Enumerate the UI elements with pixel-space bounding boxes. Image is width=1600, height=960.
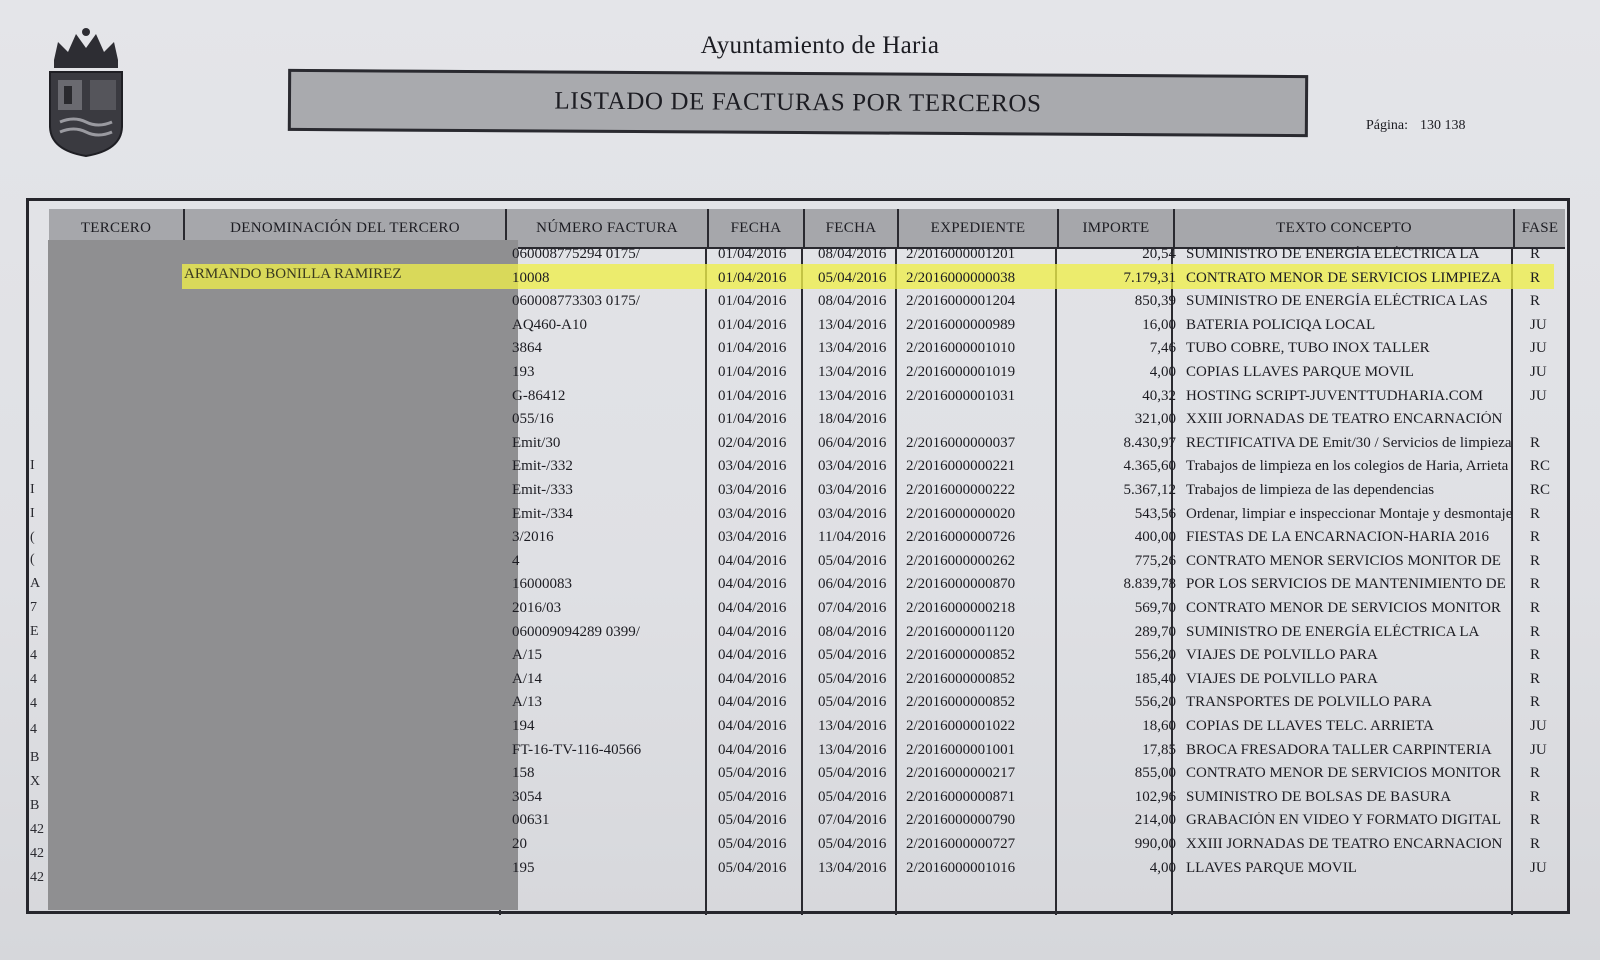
fase-cell: R [1530, 670, 1541, 687]
texto-concepto-cell: BATERIA POLICIQA LOCAL [1186, 316, 1376, 333]
fase-cell: R [1530, 434, 1541, 451]
col-denominacion: DENOMINACIÓN DEL TERCERO [185, 209, 507, 247]
expediente-cell: 2/2016000000852 [906, 670, 1016, 687]
numero-factura-cell: 194 [512, 718, 535, 734]
texto-concepto-cell: LLAVES PARQUE MOVIL [1186, 859, 1357, 876]
fecha-cell: 03/04/2016 [818, 482, 887, 498]
table-row [0, 647, 1600, 669]
col-tercero: TERCERO [49, 209, 185, 247]
edge-fragment: I [30, 482, 35, 497]
fecha-cell: 05/04/2016 [818, 836, 887, 852]
texto-concepto-cell: HOSTING SCRIPT-JUVENTTUDHARIA.COM [1186, 387, 1483, 404]
texto-concepto-cell: Ordenar, limpiar e inspeccionar Montaje y desmontaje [1186, 505, 1513, 522]
fecha-cell: 05/04/2016 [718, 859, 787, 876]
expediente-cell: 2/2016000000989 [906, 316, 1016, 333]
table-row [0, 624, 1600, 646]
fecha-cell: 03/04/2016 [818, 505, 887, 522]
fecha-cell: 01/04/2016 [718, 387, 787, 404]
numero-factura-cell: 00631 [512, 812, 550, 829]
page-value: 130 138 [1420, 118, 1466, 133]
table-row [0, 506, 1600, 528]
report-banner [288, 69, 1308, 137]
fase-cell: R [1530, 505, 1541, 522]
numero-factura-cell: 055/16 [512, 411, 554, 428]
importe-cell: 7,46 [1149, 340, 1176, 357]
numero-factura-cell: A/13 [512, 694, 542, 711]
fase-cell: R [1530, 647, 1541, 664]
fecha-cell: 13/04/2016 [818, 387, 887, 404]
table-row [0, 836, 1600, 858]
numero-factura-cell: 20 [512, 836, 527, 852]
col-expediente: EXPEDIENTE [899, 209, 1059, 247]
fecha-cell: 05/04/2016 [718, 765, 787, 782]
fecha-cell: 05/04/2016 [818, 765, 887, 782]
fecha-cell: 08/04/2016 [818, 293, 887, 310]
texto-concepto-cell: CONTRATO MENOR DE SERVICIOS MONITOR [1186, 765, 1501, 782]
fase-cell: R [1530, 600, 1541, 616]
fecha-cell: 03/04/2016 [718, 458, 787, 475]
table-row [0, 388, 1600, 410]
fecha-cell: 05/04/2016 [718, 836, 787, 852]
expediente-cell: 2/2016000001204 [906, 293, 1016, 310]
table-row [0, 435, 1600, 457]
numero-factura-cell: 16000083 [512, 576, 572, 593]
edge-fragment: B [30, 750, 40, 765]
fecha-cell: 01/04/2016 [718, 364, 787, 380]
numero-factura-cell: Emit-/334 [512, 505, 573, 522]
highlighted-tercero-name: ARMANDO BONILLA RAMIREZ [184, 266, 402, 282]
fecha-cell: 04/04/2016 [718, 741, 787, 758]
table-row [0, 600, 1600, 622]
table-row [0, 671, 1600, 693]
edge-fragment: 7 [30, 600, 37, 615]
fecha-cell: 07/04/2016 [818, 600, 887, 616]
texto-concepto-cell: XXIII JORNADAS DE TEATRO ENCARNACION [1186, 836, 1503, 852]
table-row [0, 742, 1600, 764]
importe-cell: 16,00 [1142, 316, 1176, 333]
edge-fragment: E [30, 624, 39, 639]
fecha-cell: 03/04/2016 [718, 482, 787, 498]
importe-cell: 7.179,31 [1123, 269, 1176, 286]
fecha-cell: 13/04/2016 [818, 340, 887, 357]
fecha-cell: 04/04/2016 [718, 623, 787, 640]
importe-cell: 855,00 [1134, 765, 1176, 782]
fecha-cell: 05/04/2016 [818, 552, 887, 569]
fecha-cell: 11/04/2016 [818, 529, 886, 546]
table-row [0, 812, 1600, 834]
table-row [0, 270, 1600, 292]
fecha-cell: 08/04/2016 [818, 623, 887, 640]
col-importe: IMPORTE [1059, 209, 1175, 247]
texto-concepto-cell: XXIII JORNADAS DE TEATRO ENCARNACIÓN [1186, 411, 1503, 428]
edge-fragment: 4 [30, 696, 37, 711]
importe-cell: 543,56 [1134, 505, 1176, 522]
fase-cell: RC [1530, 458, 1551, 475]
numero-factura-cell: 4 [512, 552, 520, 569]
importe-cell: 775,26 [1134, 552, 1176, 569]
importe-cell: 5.367,12 [1123, 482, 1176, 498]
fecha-cell: 13/04/2016 [818, 718, 887, 734]
fase-cell: R [1530, 812, 1541, 829]
texto-concepto-cell: CONTRATO MENOR SERVICIOS MONITOR DE [1186, 552, 1501, 569]
page-number [1366, 118, 1466, 134]
importe-cell: 102,96 [1134, 788, 1176, 805]
numero-factura-cell: 060009094289 0399/ [512, 623, 640, 640]
expediente-cell: 2/2016000001016 [906, 859, 1016, 876]
fecha-cell: 05/04/2016 [818, 670, 887, 687]
fecha-cell: 01/04/2016 [718, 411, 787, 428]
importe-cell: 556,20 [1134, 694, 1176, 711]
importe-cell: 4,00 [1149, 859, 1176, 876]
expediente-cell: 2/2016000000222 [906, 482, 1016, 498]
fase-cell: R [1530, 293, 1541, 310]
table-row [0, 576, 1600, 598]
fecha-cell: 01/04/2016 [718, 340, 787, 357]
importe-cell: 185,40 [1134, 670, 1176, 687]
texto-concepto-cell: COPIAS DE LLAVES TELC. ARRIETA [1186, 718, 1434, 734]
importe-cell: 321,00 [1134, 411, 1176, 428]
expediente-cell: 2/2016000000790 [906, 812, 1016, 829]
numero-factura-cell: 193 [512, 364, 535, 380]
table-row [0, 340, 1600, 362]
expediente-cell: 2/2016000001019 [906, 364, 1016, 380]
table-row [0, 482, 1600, 504]
fase-cell: JU [1530, 859, 1547, 876]
table-row [0, 765, 1600, 787]
texto-concepto-cell: RECTIFICATIVA DE Emit/30 / Servicios de limpieza [1186, 434, 1512, 451]
col-fecha-1: FECHA [709, 209, 805, 247]
importe-cell: 8.839,78 [1123, 576, 1176, 593]
edge-fragment: A [30, 576, 41, 591]
fase-cell: JU [1530, 340, 1547, 357]
table-row [0, 246, 1600, 268]
texto-concepto-cell: SUMINISTRO DE ENERGÍA ELÉCTRICA LAS [1186, 293, 1488, 310]
importe-cell: 400,00 [1134, 529, 1176, 546]
importe-cell: 8.430,97 [1123, 434, 1176, 451]
expediente-cell: 2/2016000001120 [906, 623, 1015, 640]
importe-cell: 18,60 [1142, 718, 1176, 734]
numero-factura-cell: 195 [512, 859, 535, 876]
fecha-cell: 02/04/2016 [718, 434, 787, 451]
numero-factura-cell: 3054 [512, 788, 542, 805]
edge-fragment: X [30, 774, 41, 789]
fase-cell: JU [1530, 718, 1547, 734]
texto-concepto-cell: SUMINISTRO DE ENERGÍA ELÉCTRICA LA [1186, 246, 1480, 262]
importe-cell: 990,00 [1134, 836, 1176, 852]
table-row [0, 694, 1600, 716]
table-row [0, 860, 1600, 882]
edge-fragment: 4 [30, 672, 37, 687]
table-row [0, 293, 1600, 315]
fecha-cell: 07/04/2016 [818, 812, 887, 829]
texto-concepto-cell: BROCA FRESADORA TALLER CARPINTERIA [1186, 741, 1492, 758]
fecha-cell: 04/04/2016 [718, 576, 787, 593]
fecha-cell: 06/04/2016 [818, 434, 887, 451]
fase-cell: R [1530, 269, 1541, 286]
table-row [0, 529, 1600, 551]
edge-fragment: 42 [30, 870, 44, 885]
fecha-cell: 05/04/2016 [718, 788, 787, 805]
texto-concepto-cell: CONTRATO MENOR DE SERVICIOS MONITOR [1186, 600, 1501, 616]
numero-factura-cell: 158 [512, 765, 535, 782]
numero-factura-cell: 060008775294 0175/ [512, 246, 640, 262]
fase-cell: R [1530, 788, 1541, 805]
fecha-cell: 03/04/2016 [718, 505, 787, 522]
report-title: LISTADO DE FACTURAS POR TERCEROS [554, 87, 1042, 118]
texto-concepto-cell: Trabajos de limpieza de las dependencias [1186, 482, 1435, 498]
fecha-cell: 04/04/2016 [718, 647, 787, 664]
importe-cell: 4,00 [1149, 364, 1176, 380]
importe-cell: 40,32 [1142, 387, 1176, 404]
fecha-cell: 13/04/2016 [818, 316, 887, 333]
texto-concepto-cell: TRANSPORTES DE POLVILLO PARA [1186, 694, 1432, 711]
fase-cell: JU [1530, 387, 1547, 404]
fecha-cell: 01/04/2016 [718, 269, 787, 286]
edge-fragment: B [30, 798, 40, 813]
texto-concepto-cell: FIESTAS DE LA ENCARNACION-HARIA 2016 [1186, 529, 1489, 546]
fase-cell: JU [1530, 364, 1547, 380]
table-row [0, 364, 1600, 386]
texto-concepto-cell: POR LOS SERVICIOS DE MANTENIMIENTO DE [1186, 576, 1506, 593]
fase-cell: JU [1530, 316, 1547, 333]
fase-cell: R [1530, 576, 1541, 593]
numero-factura-cell: A/15 [512, 647, 542, 664]
numero-factura-cell: A/14 [512, 670, 542, 687]
fase-cell: R [1530, 246, 1541, 262]
fecha-cell: 05/04/2016 [818, 647, 887, 664]
expediente-cell: 2/2016000001022 [906, 718, 1016, 734]
expediente-cell: 2/2016000000727 [906, 836, 1016, 852]
importe-cell: 4.365,60 [1123, 458, 1176, 475]
texto-concepto-cell: CONTRATO MENOR DE SERVICIOS LIMPIEZA [1186, 269, 1502, 286]
fecha-cell: 04/04/2016 [718, 694, 787, 711]
texto-concepto-cell: VIAJES DE POLVILLO PARA [1186, 670, 1378, 687]
edge-fragment: 4 [30, 722, 37, 737]
edge-fragment: ( [30, 552, 35, 567]
fecha-cell: 13/04/2016 [818, 364, 887, 380]
expediente-cell: 2/2016000001201 [906, 246, 1016, 262]
importe-cell: 850,39 [1134, 293, 1176, 310]
fase-cell: R [1530, 694, 1541, 711]
edge-fragment: I [30, 458, 35, 473]
expediente-cell: 2/2016000000037 [906, 434, 1016, 451]
table-row [0, 789, 1600, 811]
texto-concepto-cell: SUMINISTRO DE ENERGÍA ELÉCTRICA LA [1186, 623, 1480, 640]
texto-concepto-cell: SUMINISTRO DE BOLSAS DE BASURA [1186, 788, 1452, 805]
table-row [0, 458, 1600, 480]
numero-factura-cell: Emit-/333 [512, 482, 573, 498]
fecha-cell: 04/04/2016 [718, 670, 787, 687]
expediente-cell: 2/2016000000020 [906, 505, 1016, 522]
edge-fragment: I [30, 506, 35, 521]
table-row [0, 553, 1600, 575]
importe-cell: 214,00 [1134, 812, 1176, 829]
fecha-cell: 05/04/2016 [818, 269, 887, 286]
fecha-cell: 04/04/2016 [718, 600, 787, 616]
numero-factura-cell: 2016/03 [512, 600, 562, 616]
expediente-cell: 2/2016000000262 [906, 552, 1016, 569]
numero-factura-cell: G-86412 [512, 387, 566, 404]
fecha-cell: 18/04/2016 [818, 411, 887, 428]
expediente-cell: 2/2016000000870 [906, 576, 1016, 593]
fase-cell: R [1530, 765, 1541, 782]
numero-factura-cell: 060008773303 0175/ [512, 293, 640, 310]
numero-factura-cell: 10008 [512, 269, 550, 286]
texto-concepto-cell: TUBO COBRE, TUBO INOX TALLER [1186, 340, 1430, 357]
coat-of-arms-icon [44, 26, 128, 158]
texto-concepto-cell: Trabajos de limpieza en los colegios de Haria, Arrieta [1186, 458, 1509, 475]
fecha-cell: 13/04/2016 [818, 741, 887, 758]
fase-cell: R [1530, 529, 1541, 546]
numero-factura-cell: Emit/30 [512, 434, 561, 451]
expediente-cell: 2/2016000000726 [906, 529, 1016, 546]
expediente-cell: 2/2016000001010 [906, 340, 1016, 357]
table-row [0, 718, 1600, 740]
importe-cell: 569,70 [1134, 600, 1176, 616]
numero-factura-cell: Emit-/332 [512, 458, 573, 475]
fase-cell: JU [1530, 741, 1547, 758]
numero-factura-cell: FT-16-TV-116-40566 [512, 741, 642, 758]
expediente-cell: 2/2016000000217 [906, 765, 1016, 782]
numero-factura-cell: 3864 [512, 340, 542, 357]
fase-cell: R [1530, 552, 1541, 569]
expediente-cell: 2/2016000000852 [906, 647, 1016, 664]
texto-concepto-cell: COPIAS LLAVES PARQUE MOVIL [1186, 364, 1414, 380]
fecha-cell: 13/04/2016 [818, 859, 887, 876]
page-label: Página: [1366, 118, 1408, 133]
table-row [0, 411, 1600, 433]
col-fase: FASE [1521, 219, 1559, 236]
fecha-cell: 01/04/2016 [718, 316, 787, 333]
fecha-cell: 05/04/2016 [818, 694, 887, 711]
fase-cell: RC [1530, 482, 1551, 498]
expediente-cell: 2/2016000000218 [906, 600, 1016, 616]
fecha-cell: 04/04/2016 [718, 552, 787, 569]
col-fecha-2: FECHA [805, 209, 899, 247]
expediente-cell: 2/2016000000871 [906, 788, 1016, 805]
importe-cell: 17,85 [1142, 741, 1176, 758]
importe-cell: 289,70 [1134, 623, 1176, 640]
edge-fragment: 42 [30, 846, 44, 861]
col-numero-factura: NÚMERO FACTURA [507, 209, 709, 247]
col-texto-concepto: TEXTO CONCEPTO [1175, 209, 1515, 247]
expediente-cell: 2/2016000000038 [906, 269, 1016, 286]
fecha-cell: 08/04/2016 [818, 246, 887, 262]
page-title: Ayuntamiento de Haria [700, 32, 940, 59]
importe-cell: 556,20 [1134, 647, 1176, 664]
expediente-cell: 2/2016000000852 [906, 694, 1016, 711]
fecha-cell: 06/04/2016 [818, 576, 887, 593]
fecha-cell: 03/04/2016 [718, 529, 787, 546]
expediente-cell: 2/2016000001001 [906, 741, 1016, 758]
fecha-cell: 05/04/2016 [718, 812, 787, 829]
table-row [0, 317, 1600, 339]
fase-cell: R [1530, 836, 1541, 852]
edge-fragment: ( [30, 530, 35, 545]
expediente-cell: 2/2016000000221 [906, 458, 1016, 475]
numero-factura-cell: 3/2016 [512, 529, 554, 546]
numero-factura-cell: AQ460-A10 [512, 316, 587, 333]
expediente-cell: 2/2016000001031 [906, 387, 1016, 404]
texto-concepto-cell: VIAJES DE POLVILLO PARA [1186, 647, 1378, 664]
fase-cell: R [1530, 623, 1541, 640]
fecha-cell: 04/04/2016 [718, 718, 787, 734]
fecha-cell: 03/04/2016 [818, 458, 887, 475]
edge-fragment: 4 [30, 648, 37, 663]
edge-fragment: 42 [30, 822, 44, 837]
fecha-cell: 01/04/2016 [718, 246, 787, 262]
fecha-cell: 01/04/2016 [718, 293, 787, 310]
importe-cell: 20,54 [1142, 246, 1176, 262]
texto-concepto-cell: GRABACIÓN EN VIDEO Y FORMATO DIGITAL [1186, 812, 1502, 829]
fecha-cell: 05/04/2016 [818, 788, 887, 805]
